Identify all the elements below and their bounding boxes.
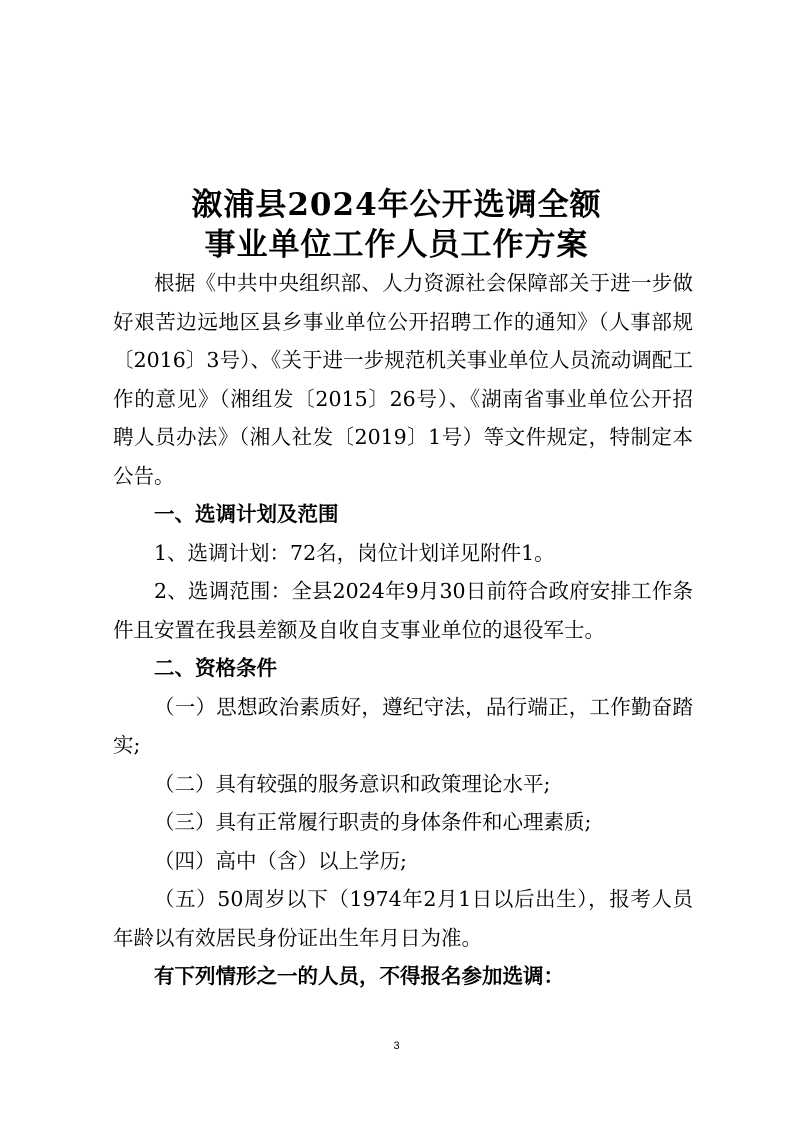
paragraph-qualification-2: （二）具有较强的服务意识和政策理论水平; [154,771,551,796]
document-body [113,264,693,996]
section-heading-plan: 一、选调计划及范围 [154,502,339,526]
paragraph-qualification-5: （五）50周岁以下（1974年2月1日以后出生），报考人员年龄以有效居民身份证出生年月日为准。 [113,887,693,950]
paragraph-plan-count: 1、选调计划：72名，岗位计划详见附件1。 [154,540,555,565]
paragraph-qualification-1: （一）思想政治素质好，遵纪守法，品行端正，工作勤奋踏实; [113,694,693,757]
document-title-line-2: 事业单位工作人员工作方案 [204,227,589,263]
paragraph-plan-scope: 2、选调范围：全县2024年9月30日前符合政府安排工作条件且安置在我县差额及自收自支事业单位的退役军士。 [113,579,693,642]
section-heading-exclusions: 有下列情形之一的人员，不得报名参加选调： [154,964,564,988]
paragraph-intro: 根据《中共中央组织部、人力资源社会保障部关于进一步做好艰苦边远地区县乡事业单位公开招聘工作的通知》（人事部规〔2016〕3号）、《关于进一步规范机关事业单位人员流动调配工作的意见》（湘组发〔2015〕26号）、《湖南省事业单位公开招聘人员办法》（湘人社发〔2019〕1号）等文件规定，特制定本公告。 [113,271,693,488]
paragraph-qualification-3: （三）具有正常履行职责的身体条件和心理素质; [154,810,592,834]
page-number: 3 [393,1040,400,1052]
paragraph-qualification-4: （四）高中（含）以上学历; [154,848,407,873]
document-title-line-1: 溆浦县2024年公开选调全额 [191,187,602,223]
section-heading-qualifications: 二、资格条件 [154,656,277,680]
